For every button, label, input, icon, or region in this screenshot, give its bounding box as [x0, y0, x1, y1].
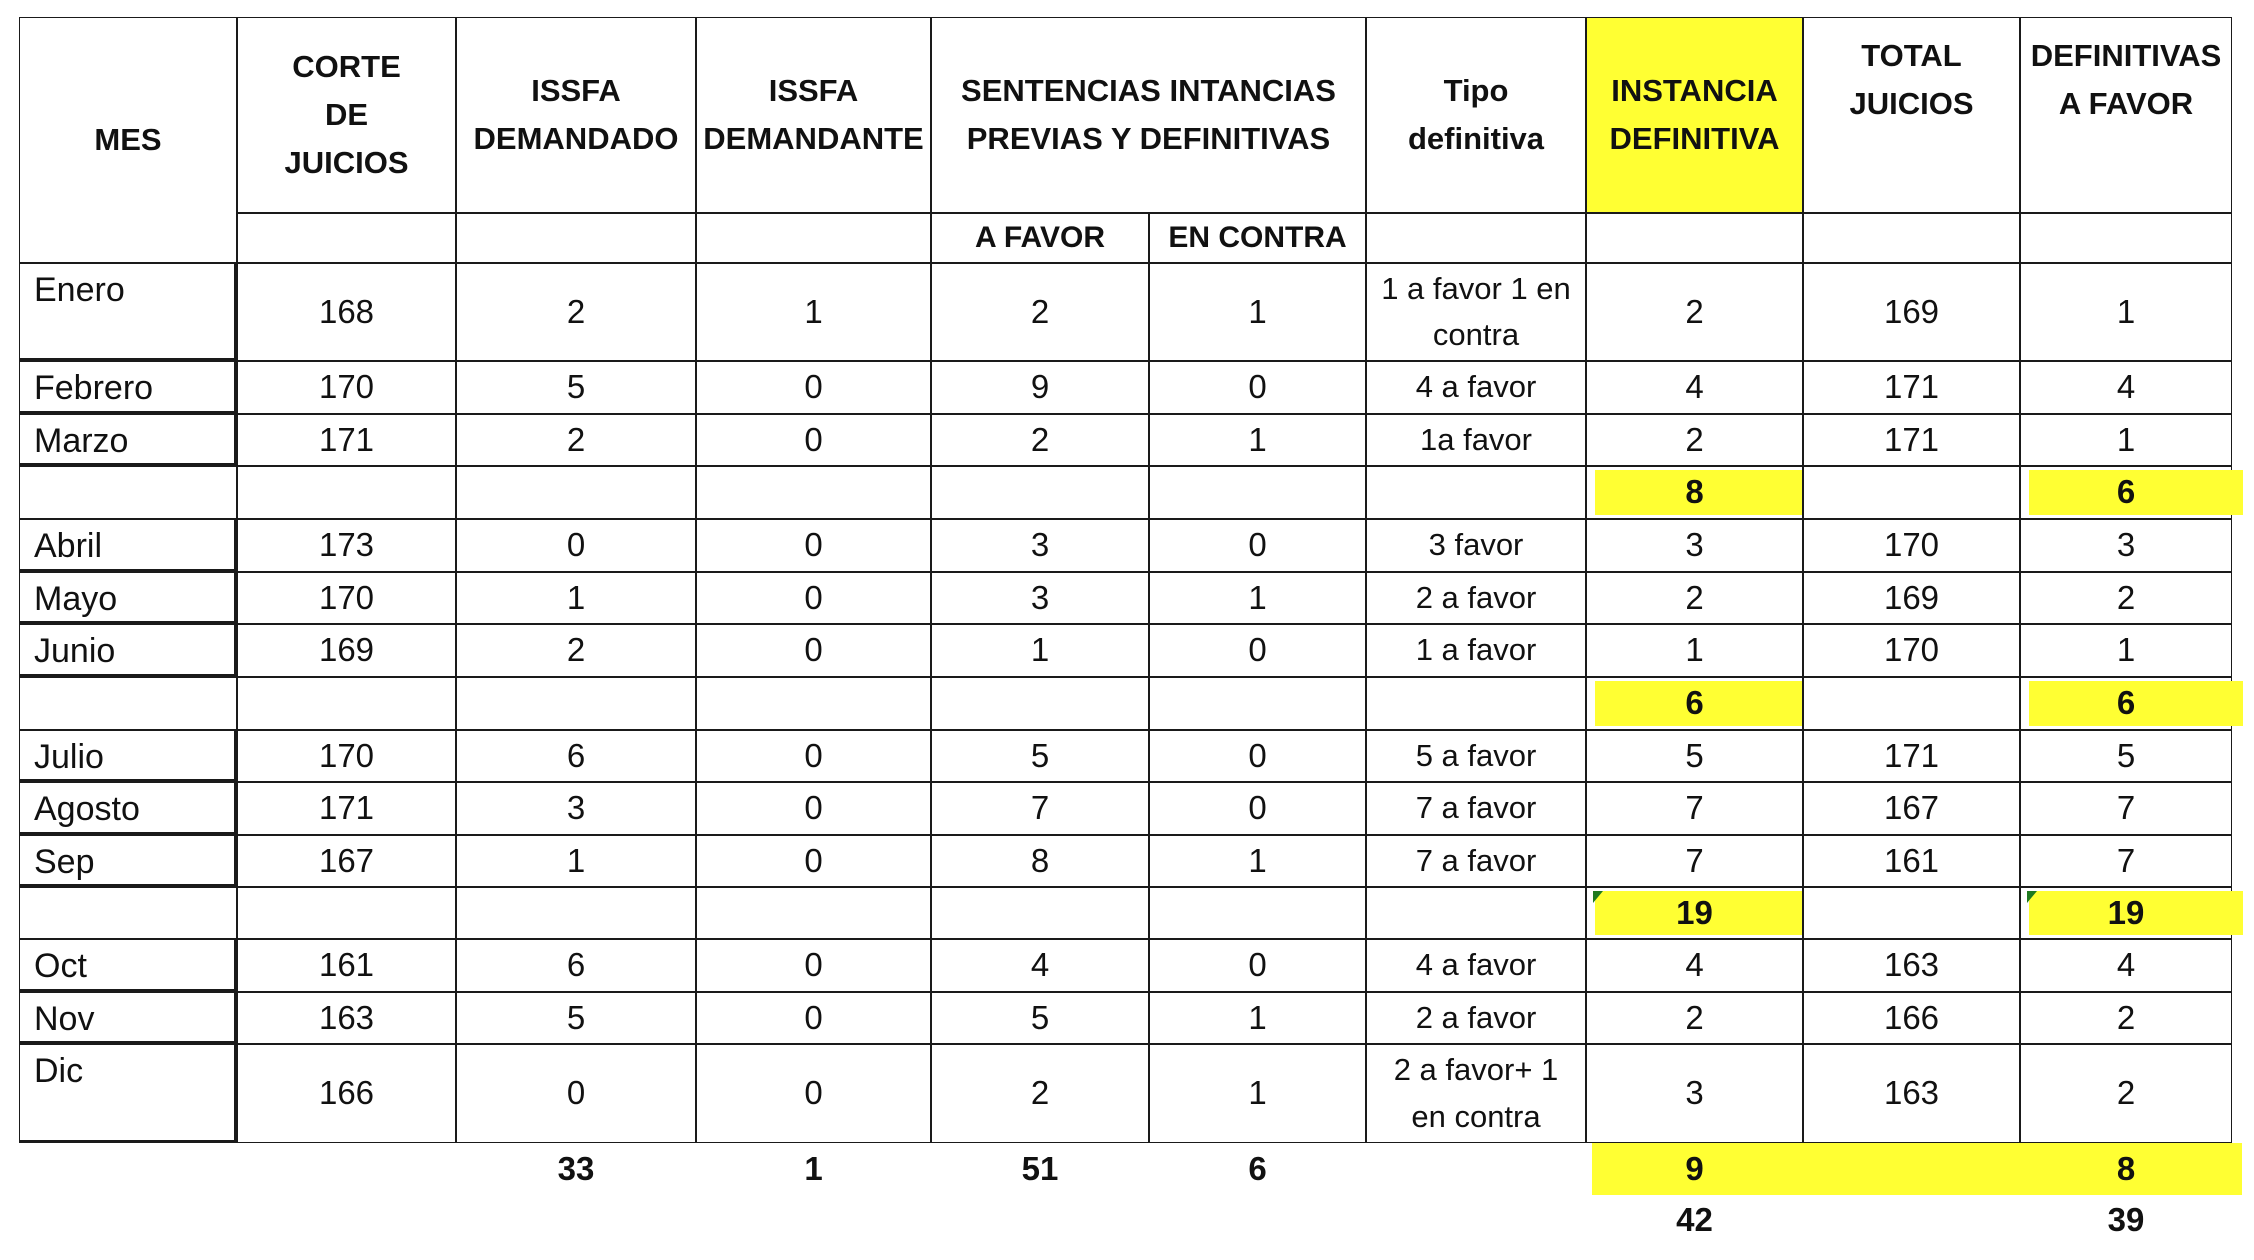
table-cell-demandado: 2 [456, 263, 696, 361]
table-cell-definitivas: 3 [2020, 519, 2232, 572]
table-cell-demandante: 0 [696, 361, 931, 414]
table-cell-tipo: 1a favor [1366, 414, 1586, 466]
table-cell-demandado: 1 [456, 835, 696, 887]
table-cell-a-favor: 5 [931, 992, 1149, 1044]
table-cell-a-favor: 2 [931, 263, 1149, 361]
table-cell-total: 170 [1803, 624, 2020, 677]
subtotal-cell-demandado [456, 677, 696, 730]
table-cell-demandado: 2 [456, 414, 696, 466]
table-cell-demandado: 0 [456, 1044, 696, 1143]
table-cell-demandado: 6 [456, 939, 696, 992]
table-cell-corte: 171 [237, 414, 456, 466]
table-cell-corte: 166 [237, 1044, 456, 1143]
table-cell-en-contra: 1 [1149, 835, 1366, 887]
table-cell-demandado: 5 [456, 361, 696, 414]
subtotal-instancia-value: 6 [1685, 684, 1704, 722]
table-cell-corte: 170 [237, 361, 456, 414]
table-cell-definitivas: 4 [2020, 939, 2232, 992]
header-issfa-demandado: ISSFA DEMANDADO [456, 17, 696, 213]
subtotal-cell-demandante [696, 466, 931, 519]
table-cell-total: 170 [1803, 519, 2020, 572]
subtotal-cell-demandado [456, 466, 696, 519]
subtotal-cell-tipo [1366, 466, 1586, 519]
header-mes: MES [19, 17, 237, 263]
table-cell-demandado: 6 [456, 730, 696, 782]
subtotal-cell-corte [237, 677, 456, 730]
table-cell-definitivas: 7 [2020, 782, 2232, 835]
table-cell-en-contra: 0 [1149, 361, 1366, 414]
header-definitivas-a-favor: DEFINITIVAS A FAVOR [2020, 17, 2232, 213]
table-cell-definitivas: 7 [2020, 835, 2232, 887]
table-cell-instancia: 2 [1586, 572, 1803, 624]
table-cell-en-contra: 0 [1149, 939, 1366, 992]
table-cell-demandante: 0 [696, 992, 931, 1044]
table-cell-demandado: 3 [456, 782, 696, 835]
month-label: Nov [19, 992, 237, 1044]
subtotal-cell-total [1803, 887, 2020, 939]
table-cell-a-favor: 3 [931, 572, 1149, 624]
month-label: Junio [19, 624, 237, 677]
subtotal-cell-corte [237, 887, 456, 939]
table-cell-demandado: 1 [456, 572, 696, 624]
table-cell-a-favor: 2 [931, 1044, 1149, 1143]
error-indicator-icon[interactable] [2027, 891, 2037, 903]
table-cell-tipo: 3 favor [1366, 519, 1586, 572]
table-cell-instancia: 4 [1586, 939, 1803, 992]
month-label: Enero [19, 263, 237, 361]
total-instancia: 9 [1685, 1149, 1704, 1187]
table-cell-instancia: 7 [1586, 782, 1803, 835]
subtotal-cell-mes [19, 466, 237, 519]
table-cell-instancia: 3 [1586, 1044, 1803, 1143]
table-cell-en-contra: 1 [1149, 1044, 1366, 1143]
header-total-juicios: TOTAL JUICIOS [1803, 17, 2020, 213]
table-cell-en-contra: 0 [1149, 782, 1366, 835]
subtotal-cell-a-favor [931, 887, 1149, 939]
table-cell-tipo: 7 a favor [1366, 782, 1586, 835]
total-definitivas: 8 [2116, 1149, 2136, 1187]
subtotal-cell-definitivas [2020, 887, 2232, 939]
header-tipo-definitiva: Tipo definitiva [1366, 17, 1586, 213]
table-cell-total: 171 [1803, 361, 2020, 414]
table-cell-en-contra: 1 [1149, 572, 1366, 624]
table-cell-total: 167 [1803, 782, 2020, 835]
subtotal-cell-corte [237, 466, 456, 519]
table-cell-definitivas: 2 [2020, 1044, 2232, 1143]
subtotal-cell-a-favor [931, 677, 1149, 730]
table-cell-corte: 167 [237, 835, 456, 887]
subtotal-instancia-value: 19 [1676, 893, 1713, 931]
table-cell-a-favor: 1 [931, 624, 1149, 677]
table-cell-total: 171 [1803, 414, 2020, 466]
month-label: Agosto [19, 782, 237, 835]
subheader-definitivas-blank [2020, 213, 2232, 263]
table-cell-tipo: 4 a favor [1366, 361, 1586, 414]
subheader-en-contra: EN CONTRA [1149, 213, 1366, 263]
subtotal-cell-total [1803, 677, 2020, 730]
table-cell-tipo: 4 a favor [1366, 939, 1586, 992]
table-cell-corte: 170 [237, 572, 456, 624]
table-cell-instancia: 3 [1586, 519, 1803, 572]
table-cell-demandado: 5 [456, 992, 696, 1044]
highlight-fill [2029, 470, 2243, 515]
table-cell-corte: 173 [237, 519, 456, 572]
subtotal-cell-demandado [456, 887, 696, 939]
table-cell-instancia: 2 [1586, 414, 1803, 466]
subtotal-definitivas-value: 6 [2116, 473, 2136, 511]
table-cell-corte: 169 [237, 624, 456, 677]
subtotal-definitivas-value: 19 [2107, 893, 2145, 931]
subtotal-cell-en-contra [1149, 677, 1366, 730]
table-cell-instancia: 1 [1586, 624, 1803, 677]
table-cell-demandante: 0 [696, 835, 931, 887]
table-cell-corte: 163 [237, 992, 456, 1044]
subtotal-cell-mes [19, 677, 237, 730]
subtotal-instancia-value: 8 [1685, 473, 1704, 511]
table-cell-instancia: 4 [1586, 361, 1803, 414]
subheader-demandado-blank [456, 213, 696, 263]
table-cell-tipo: 2 a favor [1366, 992, 1586, 1044]
table-cell-en-contra: 0 [1149, 730, 1366, 782]
table-cell-a-favor: 4 [931, 939, 1149, 992]
table-cell-en-contra: 0 [1149, 624, 1366, 677]
subtotal-cell-tipo [1366, 887, 1586, 939]
table-cell-total: 163 [1803, 1044, 2020, 1143]
table-cell-definitivas: 4 [2020, 361, 2232, 414]
month-label: Oct [19, 939, 237, 992]
total-a-favor: 51 [1021, 1149, 1059, 1187]
subtotal-cell-en-contra [1149, 887, 1366, 939]
table-cell-en-contra: 0 [1149, 519, 1366, 572]
table-cell-a-favor: 3 [931, 519, 1149, 572]
subheader-instancia-blank [1586, 213, 1803, 263]
table-cell-demandante: 0 [696, 730, 931, 782]
table-cell-total: 161 [1803, 835, 2020, 887]
table-cell-definitivas: 2 [2020, 992, 2232, 1044]
total-en-contra: 6 [1248, 1149, 1267, 1187]
subtotal-cell-instancia [1586, 887, 1803, 939]
month-label: Abril [19, 519, 237, 572]
table-cell-total: 169 [1803, 572, 2020, 624]
subtotal-cell-a-favor [931, 466, 1149, 519]
table-cell-corte: 168 [237, 263, 456, 361]
subheader-a-favor: A FAVOR [931, 213, 1149, 263]
table-cell-demandante: 0 [696, 414, 931, 466]
subheader-total-blank [1803, 213, 2020, 263]
month-label: Febrero [19, 361, 237, 414]
table-cell-total: 171 [1803, 730, 2020, 782]
table-cell-corte: 171 [237, 782, 456, 835]
table-cell-demandante: 0 [696, 939, 931, 992]
table-cell-tipo: 5 a favor [1366, 730, 1586, 782]
table-cell-a-favor: 2 [931, 414, 1149, 466]
table-cell-tipo: 2 a favor+ 1 en contra [1366, 1044, 1586, 1143]
table-cell-demandante: 0 [696, 624, 931, 677]
table-cell-definitivas: 1 [2020, 414, 2232, 466]
table-cell-demandado: 0 [456, 519, 696, 572]
table-cell-demandante: 0 [696, 782, 931, 835]
subtotal-cell-demandante [696, 887, 931, 939]
month-label: Dic [19, 1044, 237, 1143]
table-cell-definitivas: 1 [2020, 263, 2232, 361]
table-cell-demandado: 2 [456, 624, 696, 677]
header-corte-de-juicios: CORTE DE JUICIOS [237, 17, 456, 213]
subtotal-cell-total [1803, 466, 2020, 519]
table-cell-tipo: 1 a favor [1366, 624, 1586, 677]
table-cell-corte: 170 [237, 730, 456, 782]
table-cell-definitivas: 5 [2020, 730, 2232, 782]
header-issfa-demandante: ISSFA DEMANDANTE [696, 17, 931, 213]
grand-total-definitivas: 39 [2107, 1200, 2145, 1238]
month-label: Julio [19, 730, 237, 782]
subtotal-cell-definitivas [2020, 466, 2232, 519]
table-cell-instancia: 2 [1586, 992, 1803, 1044]
table-cell-a-favor: 5 [931, 730, 1149, 782]
table-cell-instancia: 2 [1586, 263, 1803, 361]
table-cell-tipo: 2 a favor [1366, 572, 1586, 624]
table-cell-total: 166 [1803, 992, 2020, 1044]
total-demandado: 33 [557, 1149, 595, 1187]
subtotal-definitivas-value: 6 [2116, 684, 2136, 722]
table-cell-demandante: 1 [696, 263, 931, 361]
table-cell-total: 169 [1803, 263, 2020, 361]
error-indicator-icon[interactable] [1593, 891, 1603, 903]
subtotal-cell-instancia [1586, 677, 1803, 730]
table-cell-a-favor: 8 [931, 835, 1149, 887]
table-cell-tipo: 7 a favor [1366, 835, 1586, 887]
table-cell-definitivas: 1 [2020, 624, 2232, 677]
table-cell-en-contra: 1 [1149, 992, 1366, 1044]
table-cell-en-contra: 1 [1149, 263, 1366, 361]
table-cell-demandante: 0 [696, 519, 931, 572]
header-instancia-definitiva: INSTANCIA DEFINITIVA [1586, 17, 1803, 213]
subtotal-cell-tipo [1366, 677, 1586, 730]
subtotal-cell-definitivas [2020, 677, 2232, 730]
subtotal-cell-instancia [1586, 466, 1803, 519]
table-cell-demandante: 0 [696, 1044, 931, 1143]
table-cell-corte: 161 [237, 939, 456, 992]
table-cell-instancia: 7 [1586, 835, 1803, 887]
total-demandante: 1 [804, 1149, 823, 1187]
table-cell-en-contra: 1 [1149, 414, 1366, 466]
highlight-fill [2029, 681, 2243, 726]
table-cell-a-favor: 7 [931, 782, 1149, 835]
table-cell-total: 163 [1803, 939, 2020, 992]
subtotal-cell-mes [19, 887, 237, 939]
subtotal-cell-en-contra [1149, 466, 1366, 519]
grand-total-instancia: 42 [1676, 1200, 1713, 1238]
table-cell-instancia: 5 [1586, 730, 1803, 782]
header-sentencias: SENTENCIAS INTANCIAS PREVIAS Y DEFINITIVAS [931, 17, 1366, 213]
month-label: Mayo [19, 572, 237, 624]
subtotal-cell-demandante [696, 677, 931, 730]
month-label: Sep [19, 835, 237, 887]
subheader-tipo-blank [1366, 213, 1586, 263]
subheader-corte-blank [237, 213, 456, 263]
table-cell-demandante: 0 [696, 572, 931, 624]
month-label: Marzo [19, 414, 237, 466]
table-cell-a-favor: 9 [931, 361, 1149, 414]
table-cell-definitivas: 2 [2020, 572, 2232, 624]
table-cell-tipo: 1 a favor 1 en contra [1366, 263, 1586, 361]
subheader-demandante-blank [696, 213, 931, 263]
